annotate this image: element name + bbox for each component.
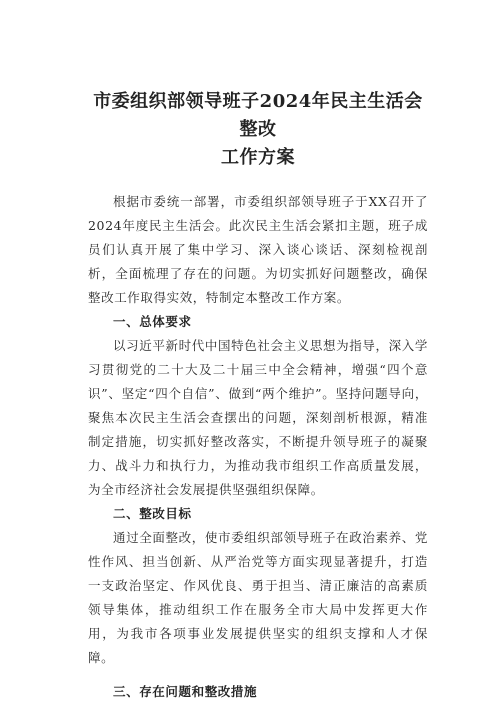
- section-body-2: 通过全面整改，使市委组织部领导班子在政治素养、党性作风、担当创新、从严治党等方面实现显著提升，打造一支政治坚定、作风优良、勇于担当、清正廉洁的高素质领导集体，推动组织工作在服务全市大局中发挥更大作用，为我市各项事业发展提供坚实的组织支撑和人才保障。: [88, 530, 428, 665]
- section-heading-1: 一、总体要求: [113, 314, 192, 329]
- intro-paragraph: 根据市委统一部署，市委组织部领导班子于XX召开了2024年度民主生活会。此次民主生活会紧扣主题，班子成员们认真开展了集中学习、深入谈心谈话、深刻检视剖析，全面梳理了存在的问题。为切实抓好问题整改，确保整改工作取得实效，特制定本整改工作方案。: [88, 194, 428, 305]
- title-line-1: 市委组织部领导班子2024年民主生活会整改: [93, 91, 423, 140]
- document-title: [88, 88, 428, 172]
- section-body-1: 以习近平新时代中国特色社会主义思想为指导，深入学习贯彻党的二十大及二十届三中全会精神，增强“四个意识”、坚定“四个自信”、做到“两个维护”。坚持问题导向，聚焦本次民主生活会查摆出的问题，深刻剖析根源，精准制定措施，切实抓好整改落实，不断提升领导班子的凝聚力、战斗力和执行力，为推动我市组织工作高质量发展，为全市经济社会发展提供坚强组织保障。: [88, 338, 428, 497]
- section-heading-3: 三、存在问题和整改措施: [113, 684, 258, 699]
- title-line-2: 工作方案: [221, 147, 295, 168]
- section-heading-2: 二、整改目标: [113, 506, 192, 521]
- spacer: [88, 670, 428, 680]
